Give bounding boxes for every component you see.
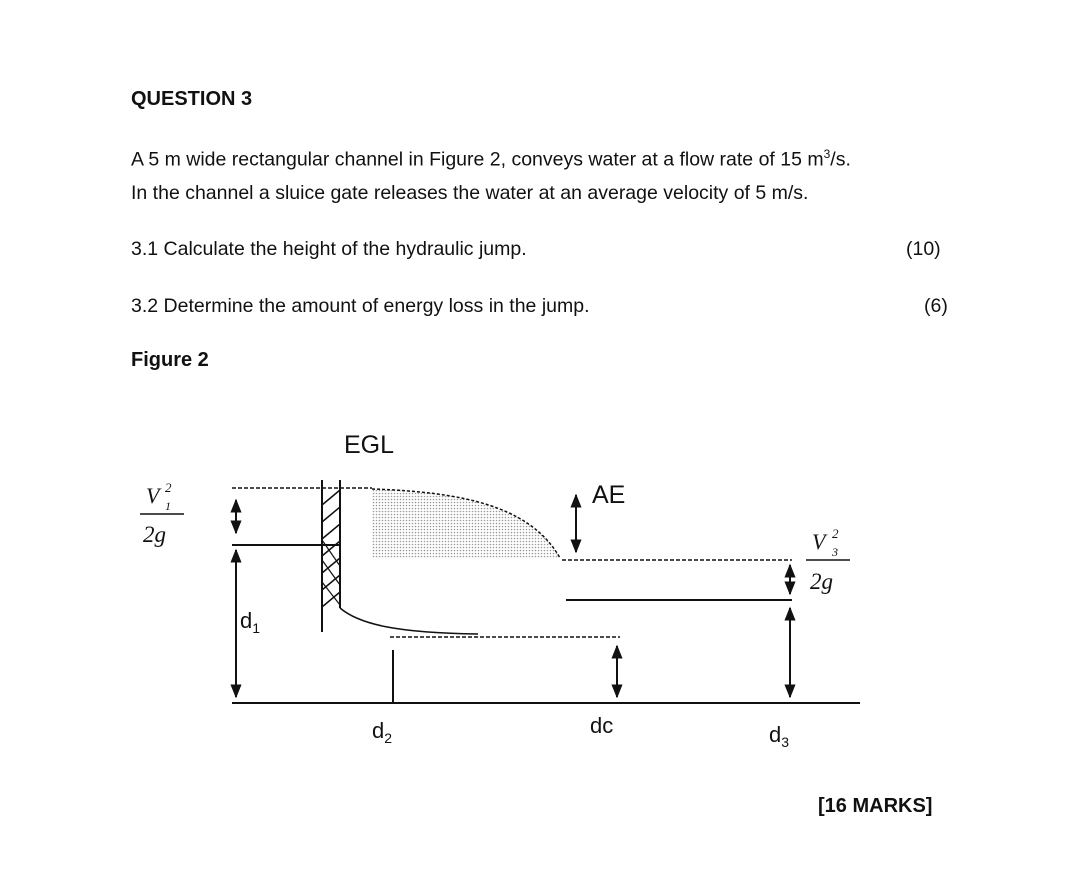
- d3-label: $d_3$: [769, 722, 790, 750]
- svg-text:V: V: [812, 529, 826, 554]
- question-line-2: In the channel a sluice gate releases the water at an average velocity of 5 m/s.: [131, 182, 809, 204]
- svg-text:2: 2: [165, 480, 172, 495]
- svg-text:2: 2: [832, 526, 839, 541]
- question-title: QUESTION 3: [131, 88, 253, 110]
- item-3-1-marks: (10): [906, 238, 941, 260]
- cubic-superscript: 3: [823, 147, 831, 161]
- dc-label: dc: [590, 713, 614, 738]
- line-1-unit: /s.: [830, 148, 851, 171]
- item-3-1-text: 3.1 Calculate the height of the hydraulic jump.: [131, 238, 527, 260]
- v3-velocity-head-label: [806, 526, 850, 594]
- svg-text:V: V: [146, 483, 160, 508]
- figure-label: Figure 2: [131, 349, 209, 371]
- svg-text:2g: 2g: [810, 569, 833, 594]
- item-3-2-text: 3.2 Determine the amount of energy loss in the jump.: [131, 295, 590, 317]
- line-1-text: A 5 m wide rectangular channel in Figure 2, conveys water at a flow rate of 15 m: [131, 148, 824, 171]
- ae-label: AE: [592, 481, 626, 509]
- d1-label: $d_1$: [240, 608, 261, 636]
- energy-loss-region: [372, 489, 560, 558]
- svg-text:3: 3: [832, 545, 838, 559]
- total-marks: [16 MARKS]: [818, 795, 933, 817]
- v1-velocity-head-label: [140, 480, 184, 547]
- svg-text:2g: 2g: [143, 522, 166, 547]
- sluice-gate: [322, 480, 340, 632]
- jet-surface: [340, 608, 478, 634]
- d2-label: $d_2$: [372, 718, 393, 746]
- egl-label: EGL: [344, 431, 395, 459]
- svg-text:1: 1: [165, 499, 171, 513]
- item-3-2-marks: (6): [924, 295, 948, 317]
